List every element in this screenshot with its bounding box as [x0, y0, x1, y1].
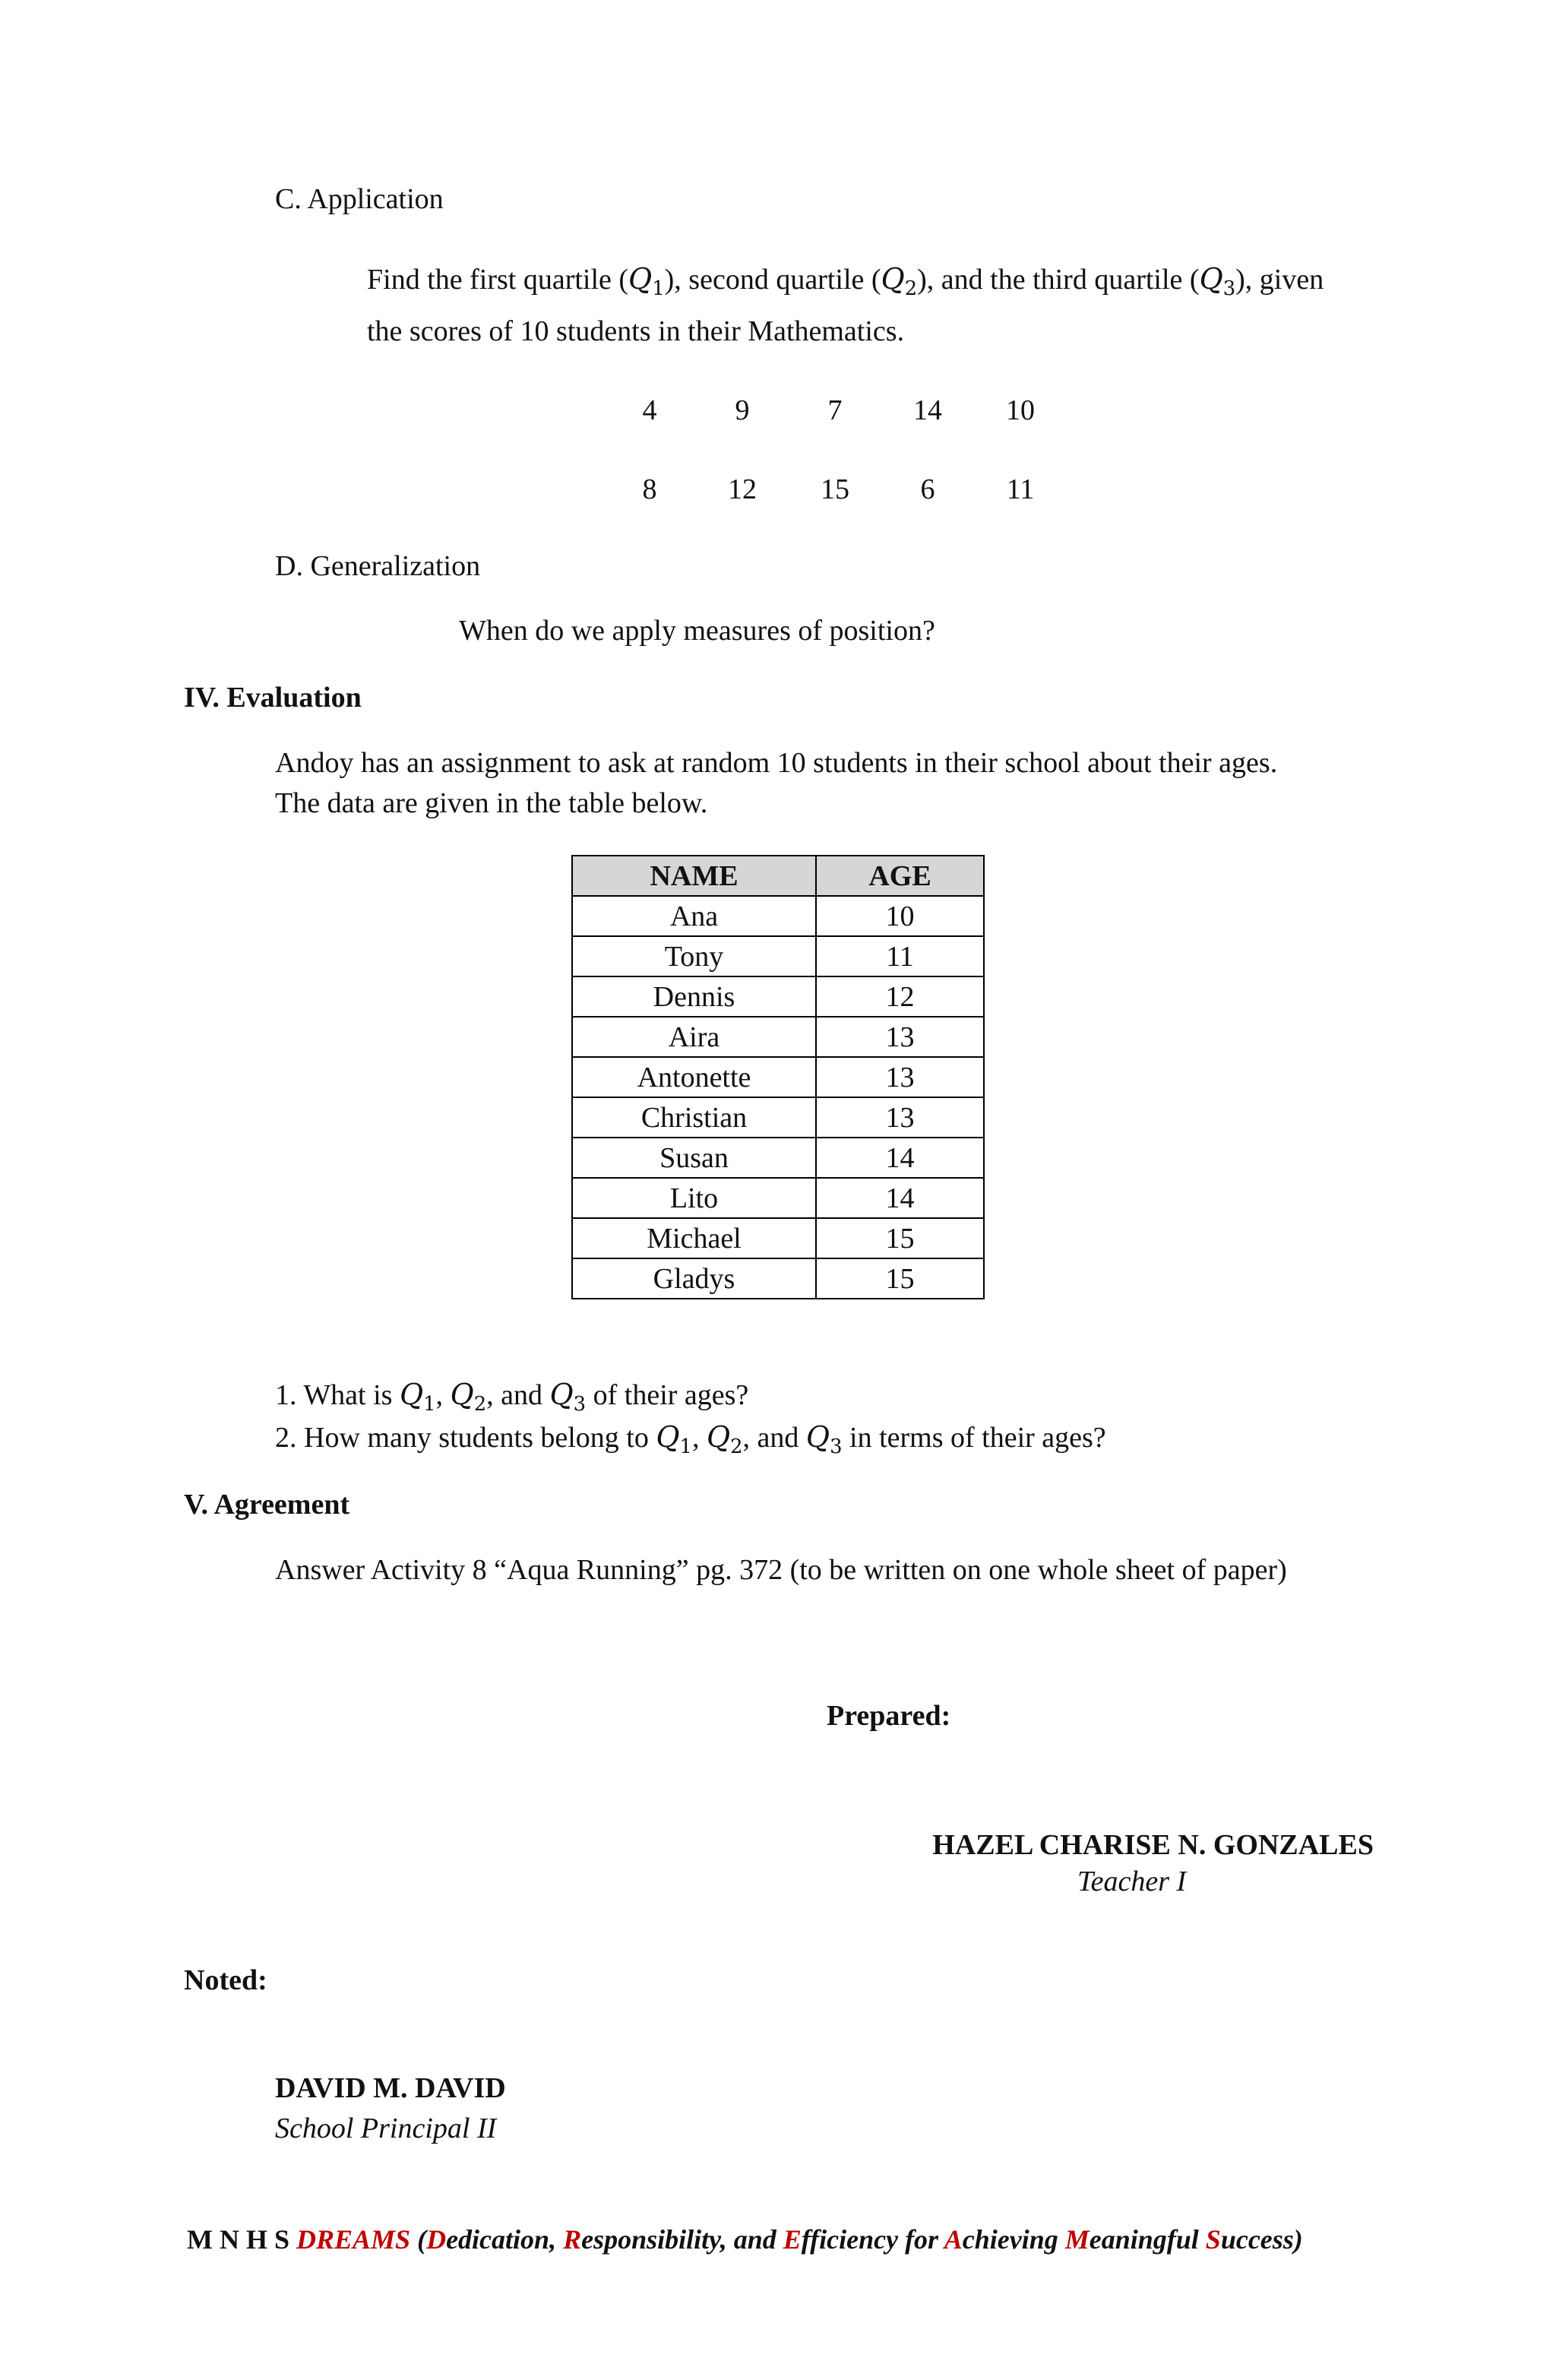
application-question-line2: the scores of 10 students in their Mathematics.	[367, 315, 905, 347]
name-cell: Tony	[572, 936, 816, 976]
age-cell: 11	[816, 936, 984, 976]
motto-initial: R	[563, 2224, 582, 2255]
column-header-name: NAME	[572, 856, 816, 896]
score-cell: 14	[913, 394, 942, 426]
generalization-heading: D. Generalization	[275, 550, 481, 582]
agreement-heading: V. Agreement	[184, 1489, 350, 1521]
name-cell: Dennis	[572, 976, 816, 1017]
motto-text: uccess)	[1220, 2224, 1303, 2255]
table-row	[572, 976, 984, 1017]
evaluation-intro-line1: Andoy has an assignment to ask at random 10 students in their school about their ages.	[275, 747, 1278, 779]
scores-grid	[603, 391, 1067, 508]
score-cell: 10	[1006, 394, 1035, 426]
preparer-name: HAZEL CHARISE N. GONZALES	[932, 1829, 1374, 1861]
motto-text: eaningful	[1089, 2224, 1206, 2255]
name-cell: Lito	[572, 1178, 816, 1218]
q3-symbol: $Q_3$	[1199, 262, 1236, 300]
age-cell: 14	[816, 1178, 984, 1218]
dreams-label: DREAMS	[296, 2224, 411, 2255]
evaluation-question-2: 2. How many students belong to $Q_1$, $Q_2$, and $Q_3$ in terms of their ages?	[275, 1420, 1106, 1458]
table-row	[572, 1138, 984, 1178]
motto-initial: E	[783, 2224, 802, 2255]
motto-text: (	[410, 2224, 427, 2255]
scores-row	[603, 470, 1067, 508]
evaluation-heading: IV. Evaluation	[184, 682, 362, 714]
column-header-age: AGE	[816, 856, 984, 896]
school-motto-footer	[187, 2223, 1303, 2255]
ages-table-header-row	[572, 856, 984, 896]
name-cell: Susan	[572, 1138, 816, 1178]
noted-label: Noted:	[184, 1964, 267, 1996]
table-row	[572, 1057, 984, 1097]
scores-row	[603, 391, 1067, 429]
noter-title: School Principal II	[275, 2113, 497, 2144]
evaluation-question-1: 1. What is $Q_1$, $Q_2$, and $Q_3$ of their ages?	[275, 1378, 749, 1416]
age-cell: 13	[816, 1017, 984, 1057]
q2-symbol: $Q_2$	[706, 1420, 743, 1458]
age-cell: 15	[816, 1258, 984, 1299]
q1-symbol: $Q_1$	[399, 1378, 436, 1416]
agreement-text: Answer Activity 8 “Aqua Running” pg. 372 (to be written on one whole sheet of paper)	[275, 1554, 1287, 1586]
q1-symbol: $Q_1$	[656, 1420, 692, 1458]
evaluation-intro-line2: The data are given in the table below.	[275, 787, 708, 819]
age-cell: 12	[816, 976, 984, 1017]
score-cell: 6	[920, 473, 935, 505]
q3-symbol: $Q_3$	[805, 1420, 843, 1458]
score-cell: 12	[728, 473, 757, 505]
motto-expansion	[410, 2224, 1303, 2255]
score-cell: 4	[642, 394, 657, 426]
motto-initial: A	[944, 2224, 963, 2255]
motto-initial: D	[426, 2224, 447, 2255]
motto-initial: M	[1064, 2224, 1090, 2255]
preparer-title: Teacher I	[1077, 1866, 1187, 1897]
q1-symbol: $Q_1$	[628, 262, 665, 300]
name-cell: Michael	[572, 1218, 816, 1258]
generalization-question: When do we apply measures of position?	[459, 615, 935, 647]
name-cell: Aira	[572, 1017, 816, 1057]
score-cell: 9	[735, 394, 750, 426]
table-row	[572, 936, 984, 976]
q3-symbol: $Q_3$	[549, 1378, 587, 1416]
score-cell: 7	[827, 394, 843, 426]
table-row	[572, 896, 984, 936]
name-cell: Ana	[572, 896, 816, 936]
motto-text: edication,	[446, 2224, 564, 2255]
school-acronym: M N H S	[187, 2224, 289, 2255]
table-row	[572, 1097, 984, 1138]
motto-text: chieving	[962, 2224, 1065, 2255]
q2-symbol: $Q_2$	[881, 262, 918, 300]
age-cell: 13	[816, 1057, 984, 1097]
age-cell: 15	[816, 1218, 984, 1258]
noter-name: DAVID M. DAVID	[275, 2072, 506, 2104]
age-cell: 14	[816, 1138, 984, 1178]
q2-symbol: $Q_2$	[450, 1378, 487, 1416]
application-question-line1: Find the first quartile $(Q_1)$, second quartile $(Q_2)$, and the third quartile $(Q_3)$, given	[367, 262, 1324, 300]
table-row	[572, 1258, 984, 1299]
table-row	[572, 1017, 984, 1057]
name-cell: Antonette	[572, 1057, 816, 1097]
table-row	[572, 1218, 984, 1258]
name-cell: Gladys	[572, 1258, 816, 1299]
table-row	[572, 1178, 984, 1218]
age-cell: 13	[816, 1097, 984, 1138]
motto-text: fficiency for	[801, 2224, 944, 2255]
name-cell: Christian	[572, 1097, 816, 1138]
prepared-label: Prepared:	[827, 1700, 951, 1732]
age-cell: 10	[816, 896, 984, 936]
ages-table	[571, 855, 985, 1299]
score-cell: 11	[1006, 473, 1035, 505]
score-cell: 15	[821, 473, 849, 505]
application-heading: C. Application	[275, 183, 444, 215]
score-cell: 8	[642, 473, 657, 505]
motto-text: esponsibility, and	[581, 2224, 783, 2255]
motto-initial: S	[1205, 2224, 1221, 2255]
